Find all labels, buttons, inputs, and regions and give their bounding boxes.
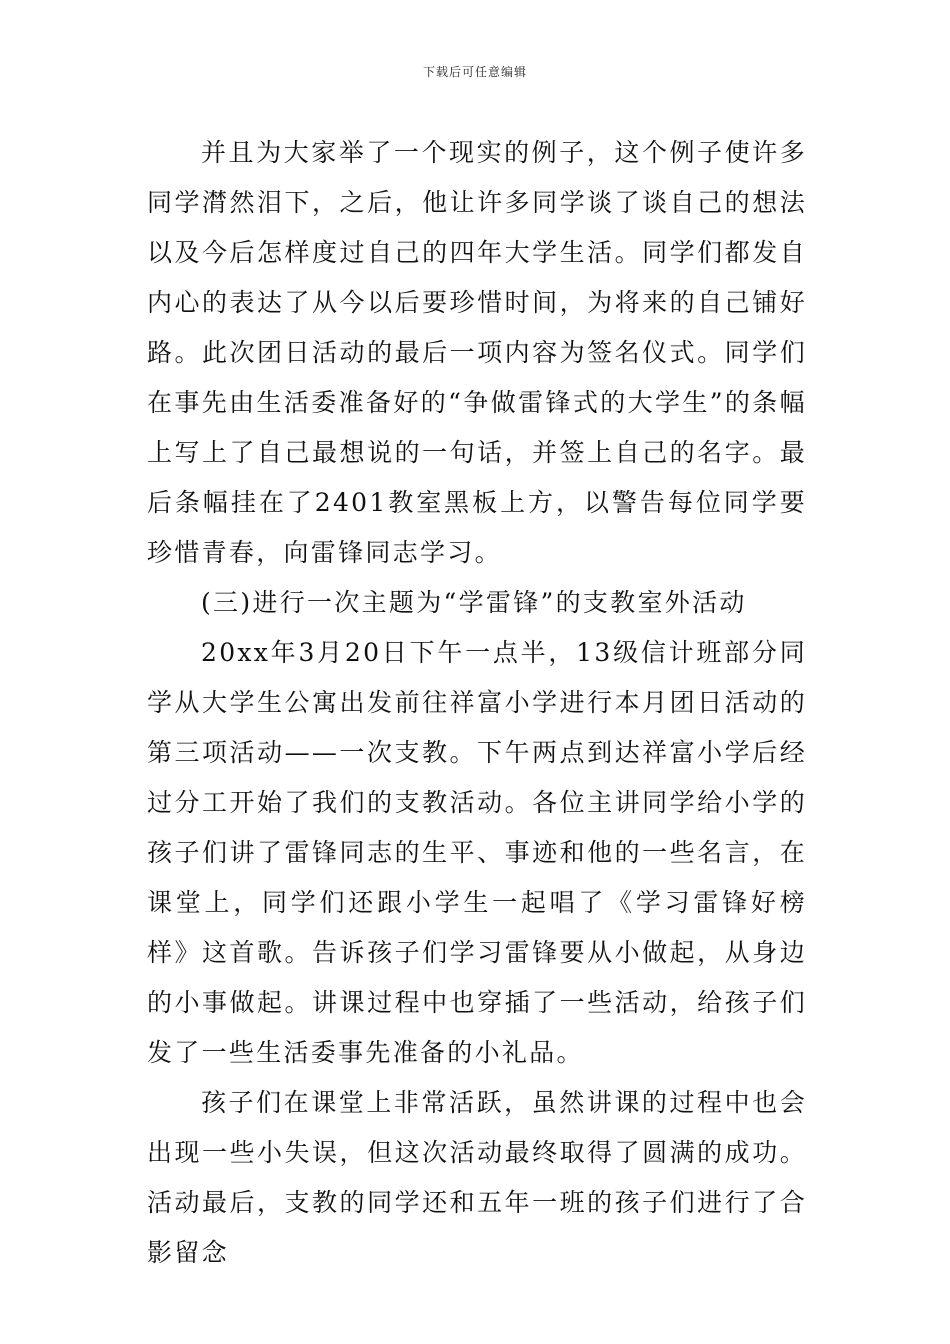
body-paragraph: 并且为大家举了一个现实的例子，这个例子使许多同学潸然泪下，之后，他让许多同学谈了谈自己的想法以及今后怎样度过自己的四年大学生活。同学们都发自内心的表达了从今以后要珍惜时间，为将来的自己铺好路。此次团日活动的最后一项内容为签名仪式。同学们在事先由生活委准备好的“争做雷锋式的大学生”的条幅上写上了自己最想说的一句话，并签上自己的名字。最后条幅挂在了2401教室黑板上方，以警告每位同学要珍惜青春，向雷锋同志学习。: [147, 138, 807, 567]
section-heading-paragraph: (三)进行一次主题为“学雷锋”的支教室外活动: [201, 588, 747, 617]
document-body: [147, 128, 807, 1278]
page-header: 下载后可任意编辑: [422, 65, 527, 79]
body-paragraph: 20xx年3月20日下午一点半，13级信计班部分同学从大学生公寓出发前往祥富小学进行本月团日活动的第三项活动——一次支教。下午两点到达祥富小学后经过分工开始了我们的支教活动。各位主讲同学给小学的孩子们讲了雷锋同志的生平、事迹和他的一些名言，在课堂上，同学们还跟小学生一起唱了《学习雷锋好榜样》这首歌。告诉孩子们学习雷锋要从小做起，从身边的小事做起。讲课过程中也穿插了一些活动，给孩子们发了一些生活委事先准备的小礼品。: [147, 638, 807, 1067]
body-paragraph: 孩子们在课堂上非常活跃，虽然讲课的过程中也会出现一些小失误，但这次活动最终取得了圆满的成功。活动最后，支教的同学还和五年一班的孩子们进行了合影留念: [147, 1088, 807, 1267]
